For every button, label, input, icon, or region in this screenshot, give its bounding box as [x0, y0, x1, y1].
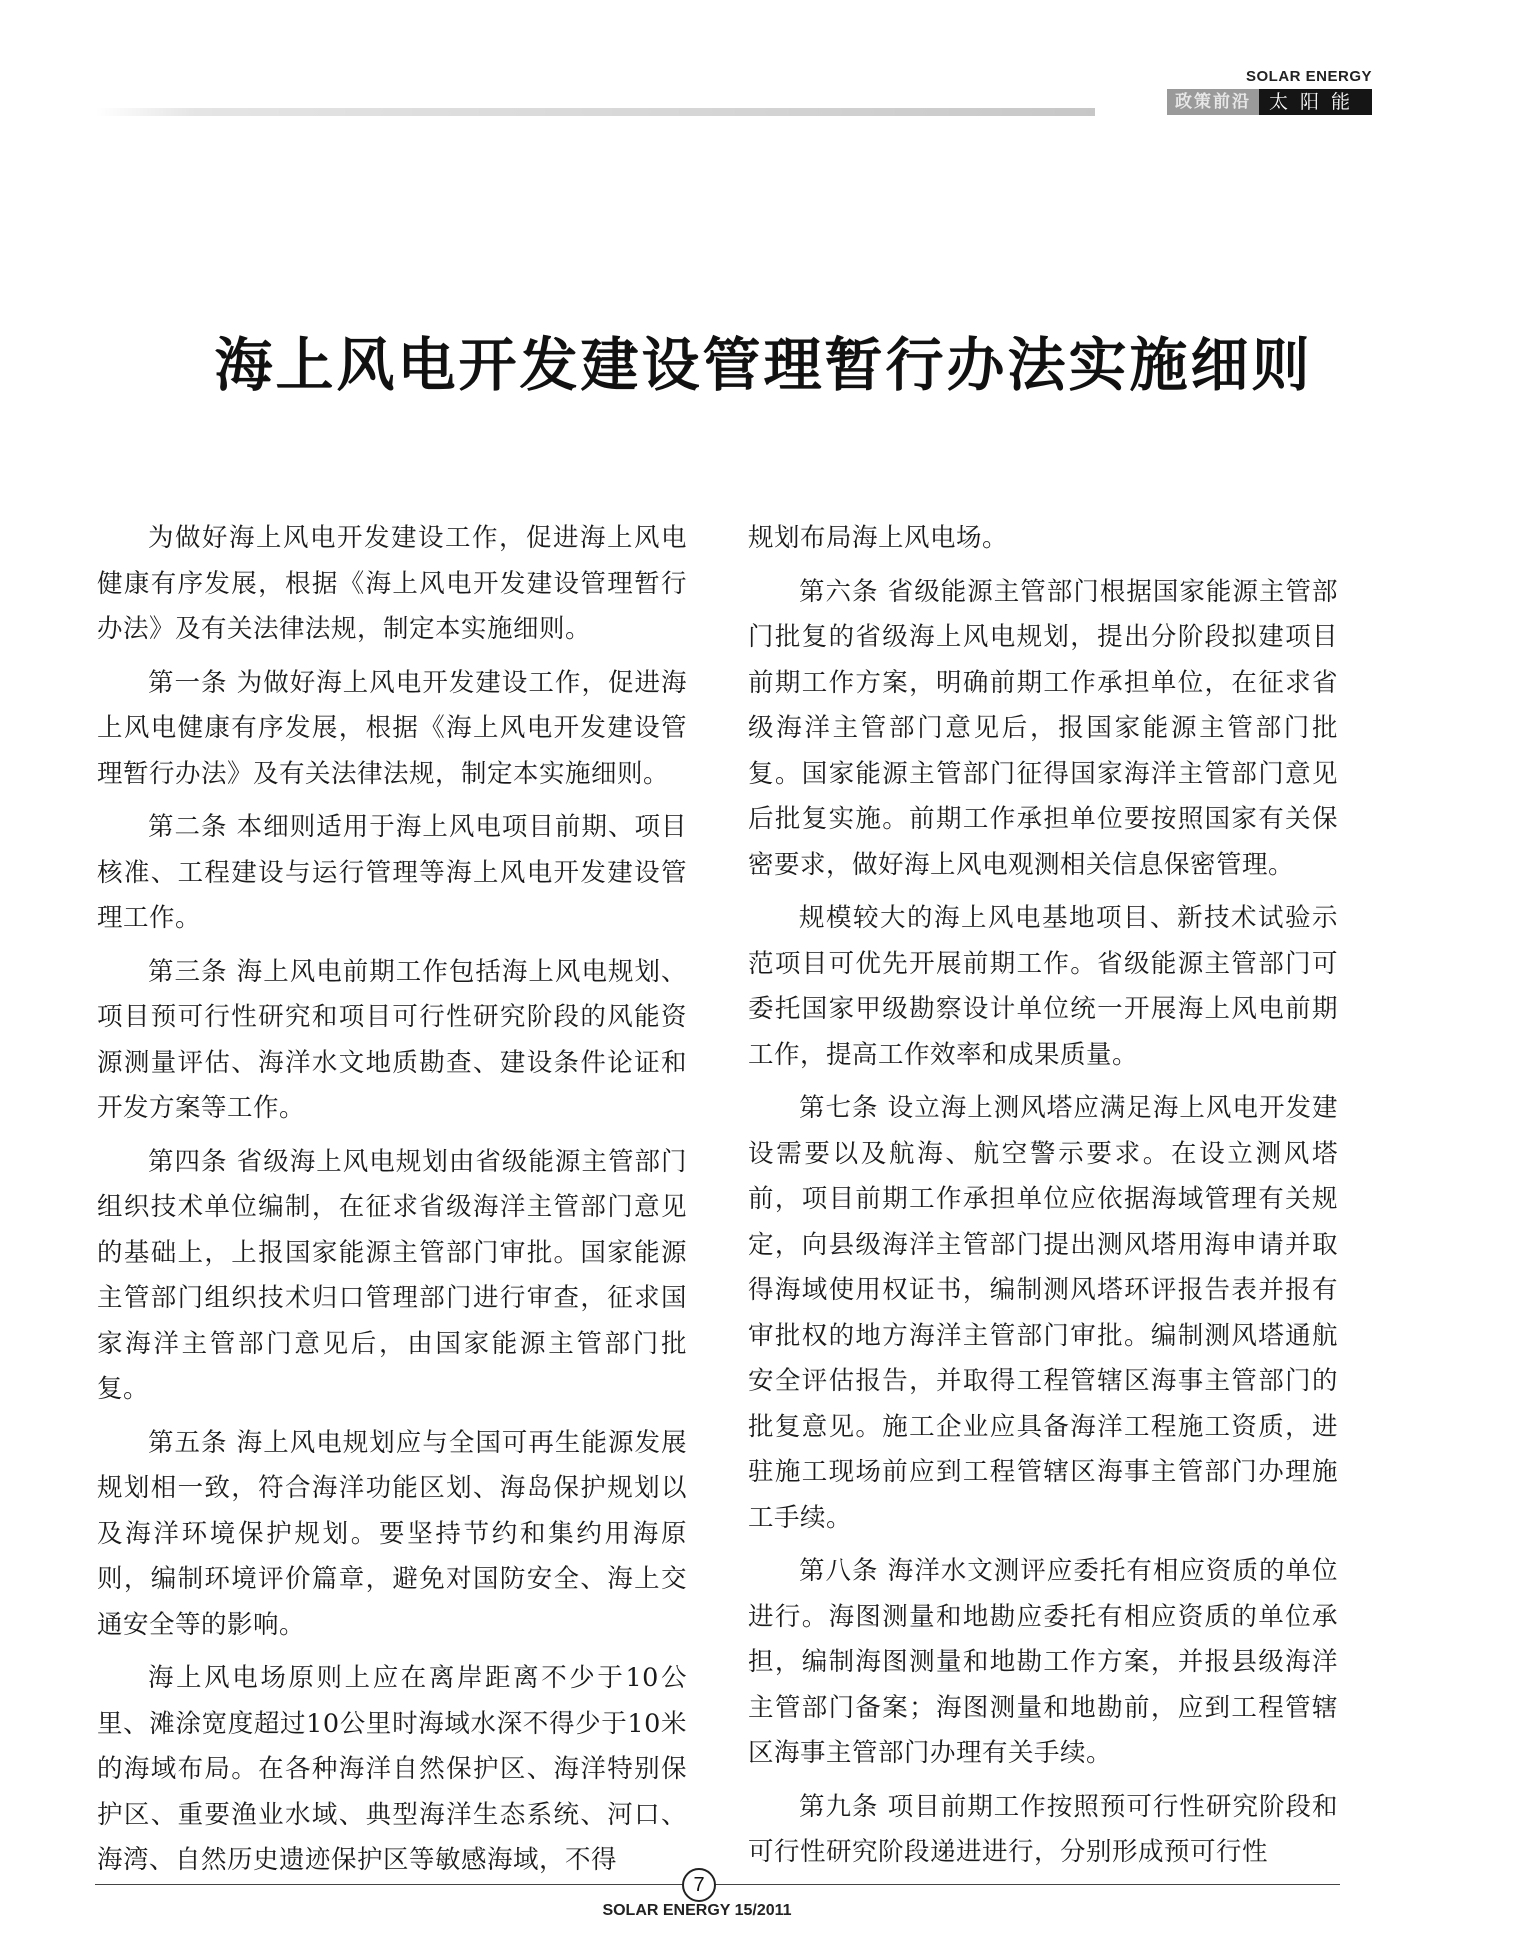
header-brand [1167, 68, 1372, 115]
footer-rule [95, 1884, 1340, 1885]
paragraph-continued: 规划布局海上风电场。 [748, 523, 1009, 553]
left-column [97, 516, 687, 1892]
paragraph: 第九条 项目前期工作按照预可行性研究阶段和可行性研究阶段递进进行，分别形成预可行性 [748, 1791, 1338, 1867]
page-number: 7 [682, 1868, 716, 1902]
article-title: 海上风电开发建设管理暂行办法实施细则 [214, 331, 1313, 399]
page-footer [0, 1858, 1527, 1938]
paragraph: 第七条 设立海上测风塔应满足海上风电开发建设需要以及航海、航空警示要求。在设立测风塔前，项目前期工作承担单位应依据海域管理有关规定，向县级海洋主管部门提出测风塔用海申请并取得海域使用权证书，编制测风塔环评报告表并报有审批权的地方海洋主管部门审批。编制测风塔通航安全评估报告，并取得工程管辖区海事主管部门的批复意见。施工企业应具备海洋工程施工资质，进驻施工现场前应到工程管辖区海事主管部门办理施工手续。 [748, 1093, 1338, 1533]
section-label: 政策前沿 [1167, 89, 1259, 115]
header-tabs [1167, 89, 1372, 115]
paragraph: 第五条 海上风电规划应与全国可再生能源发展规划相一致，符合海洋功能区划、海岛保护规划以及海洋环境保护规划。要坚持节约和集约用海原则，编制环境评价篇章，避免对国防安全、海上交通安全等的影响。 [97, 1427, 687, 1640]
issue-label: SOLAR ENERGY 15/2011 [602, 1902, 792, 1919]
brand-english: SOLAR ENERGY [1245, 68, 1372, 85]
paragraph: 海上风电场原则上应在离岸距离不少于10公里、滩涂宽度超过10公里时海域水深不得少于10米的海域布局。在各种海洋自然保护区、海洋特别保护区、重要渔业水域、典型海洋生态系统、河口、海湾、自然历史遗迹保护区等敏感海域，不得 [97, 1663, 687, 1875]
paragraph: 第一条 为做好海上风电开发建设工作，促进海上风电健康有序发展，根据《海上风电开发建设管理暂行办法》及有关法律法规，制定本实施细则。 [97, 667, 687, 789]
paragraph: 为做好海上风电开发建设工作，促进海上风电健康有序发展，根据《海上风电开发建设管理暂行办法》及有关法律法规，制定本实施细则。 [97, 523, 687, 644]
magazine-name: 太阳能 [1259, 89, 1372, 115]
page-header [0, 68, 1527, 128]
paragraph: 第六条 省级能源主管部门根据国家能源主管部门批复的省级海上风电规划，提出分阶段拟建项目前期工作方案，明确前期工作承担单位，在征求省级海洋主管部门意见后，报国家能源主管部门批复。国家能源主管部门征得国家海洋主管部门意见后批复实施。前期工作承担单位要按照国家有关保密要求，做好海上风电观测相关信息保密管理。 [748, 576, 1338, 880]
paragraph: 规模较大的海上风电基地项目、新技术试验示范项目可优先开展前期工作。省级能源主管部门可委托国家甲级勘察设计单位统一开展海上风电前期工作，提高工作效率和成果质量。 [748, 903, 1338, 1070]
paragraph: 第四条 省级海上风电规划由省级能源主管部门组织技术单位编制，在征求省级海洋主管部门意见的基础上，上报国家能源主管部门审批。国家能源主管部门组织技术归口管理部门进行审查，征求国家海洋主管部门意见后，由国家能源主管部门批复。 [97, 1146, 687, 1404]
paragraph: 第三条 海上风电前期工作包括海上风电规划、项目预可行性研究和项目可行性研究阶段的风能资源测量评估、海洋水文地质勘查、建设条件论证和开发方案等工作。 [97, 956, 687, 1123]
header-rule [95, 108, 1095, 116]
paragraph: 第二条 本细则适用于海上风电项目前期、项目核准、工程建设与运行管理等海上风电开发建设管理工作。 [97, 812, 687, 933]
paragraph: 第八条 海洋水文测评应委托有相应资质的单位进行。海图测量和地勘应委托有相应资质的单位承担，编制海图测量和地勘工作方案，并报县级海洋主管部门备案；海图测量和地勘前，应到工程管辖区海事主管部门办理有关手续。 [748, 1556, 1338, 1768]
right-column [748, 516, 1338, 1884]
